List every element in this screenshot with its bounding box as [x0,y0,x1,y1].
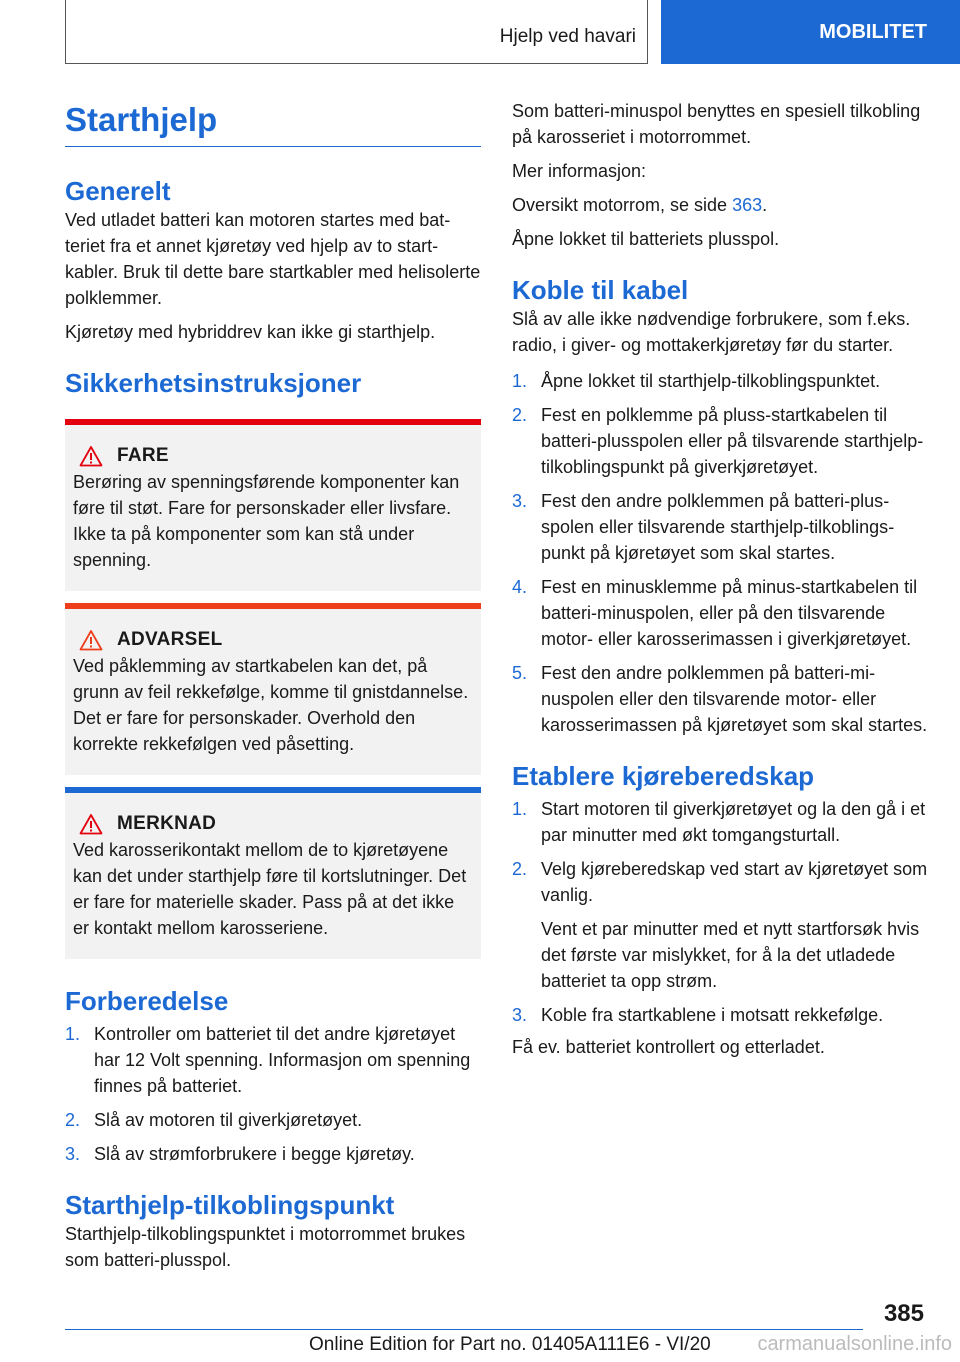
note-text: Ved karosserikontakt mellom de to kjøretøyene kan det under starthjelp føre til kortslutninger. Det er fare for materielle skader. Pass på at det ikke er kontakt mellom karosseriene. [73,840,467,938]
list-item [512,796,928,848]
danger-title: FARE [117,445,169,466]
paragraph-tilkobling: Starthjelp-tilkoblingspunktet i motorrommet brukes som batteri-plusspol. [65,1224,466,1270]
footer-edition: Online Edition for Part no. 01405A111E6 - VI/20 [309,1334,711,1355]
list-item [512,574,928,652]
step-text: Start motoren til giverkjøretøyet og la den gå i et par minutter med økt tomgangsturtall. [541,799,926,845]
heading-safety: Sikkerhetsinstruksjoner [65,368,362,398]
chapter-label: MOBILITET [819,20,927,43]
list-item [512,1002,928,1028]
page-link[interactable]: 363 [732,195,763,215]
heading-generelt: Generelt [65,176,171,206]
section-title: Hjelp ved havari [499,26,636,47]
step-text: Fest den andre polklemmen på batteri-plusspolen eller tilsvarende starthjelp-tilkoblingspunkt på kjøretøyet som skal startes. [541,491,895,563]
forberedelse-list [65,1021,481,1167]
step-number: 3. [512,1005,528,1025]
left-column [65,100,481,1273]
step-text-group [541,856,928,994]
list-item [65,1107,481,1133]
step-number: 1. [512,799,528,819]
step-text: Slå av strømforbrukere i begge kjøretøy. [94,1144,415,1164]
heading-etablere: Etablere kjøreberedskap [512,761,815,791]
list-item [65,1141,481,1167]
step-number: 3. [65,1144,81,1164]
step-number: 2. [512,859,528,879]
watermark: carmanualsonline.info [757,1333,952,1355]
step-subtext: Vent et par minutter med et nytt startforsøk hvis det første var mislykket, for å la det utladede batteriet ta opp strøm. [541,919,920,991]
paragraph-open-lid: Åpne lokket til batteriets plusspol. [512,229,780,249]
note-title: MERKNAD [117,813,217,834]
step-text: Slå av motoren til giverkjøretøyet. [94,1110,363,1130]
list-item [512,488,928,566]
warning-text: Ved påklemming av startkabelen kan det, på grunn av feil rekkefølge, komme til gnistdannelse. Det er fare for personskader. Overhold den korrekte rekkefølgen ved påsetting. [73,656,469,754]
overview-text: Oversikt motorrom, se side [512,195,733,215]
note-box [65,787,481,959]
kabel-list [512,368,928,738]
page-number: 385 [883,1300,924,1327]
step-text: Fest den andre polklemmen på batteri-minuspolen eller den tilsvarende motor- eller karosserimassen på kjøretøyet som skal startes. [541,663,928,735]
chapter-tab[interactable] [661,0,960,64]
step-number: 1. [512,371,528,391]
etablere-list [512,796,928,1028]
step-number: 3. [512,491,528,511]
footer-divider [65,1329,863,1330]
list-item [65,1021,481,1099]
paragraph-generelt: Ved utladet batteri kan motoren startes med batteriet fra et annet kjøretøy ved hjelp av to startkabler. Bruk til dette bare startkabler med helisolerte polklemmer. [65,210,481,308]
list-item [512,660,928,738]
step-text: Kontroller om batteriet til det andre kjøretøyet har 12 Volt spenning. Informasjon om spenning finnes på batteriet. [94,1024,471,1096]
step-number: 1. [65,1024,81,1044]
list-item [512,402,928,480]
warning-triangle-icon [79,813,103,835]
warning-box [65,603,481,775]
danger-text: Berøring av spenningsførende komponenter kan føre til støt. Fare for personskader eller livsfare. Ikke ta på komponenter som kan stå under spenning. [73,472,460,570]
heading-kabel: Koble til kabel [512,275,689,305]
paragraph-more-info: Mer informasjon: [512,161,647,181]
paragraph-minuspol: Som batteri-minuspol benyttes en spesiell tilkobling på karosseriet i motorrommet. [512,101,921,147]
step-text: Koble fra startkablene i motsatt rekkefølge. [541,1005,884,1025]
right-column [512,98,928,1060]
warning-title: ADVARSEL [117,629,223,650]
step-text: Velg kjøreberedskap ved start av kjøretøyet som vanlig. [541,859,928,905]
paragraph-kabel-intro: Slå av alle ikke nødvendige forbrukere, som f.eks. radio, i giver- og mottakerkjøretøy før du starter. [512,309,911,355]
page-title: Starthjelp [65,100,481,147]
warning-triangle-icon [79,445,103,467]
list-item [512,368,928,394]
step-text: Fest en minusklemme på minus-startkabelen til batteri-minuspolen, eller på den tilsvarende motor- eller karosserimassen i giverkjøretøyet. [541,577,918,649]
step-number: 2. [512,405,528,425]
warning-triangle-icon [79,629,103,651]
step-number: 5. [512,663,528,683]
step-text: Fest en polklemme på pluss-startkabelen til batteri-plusspolen eller på tilsvarende starthjelp-tilkoblingspunkt på giverkjøretøyet. [541,405,924,477]
step-number: 2. [65,1110,81,1130]
step-number: 4. [512,577,528,597]
list-item [512,856,928,994]
heading-forberedelse: Forberedelse [65,986,229,1016]
step-text: Åpne lokket til starthjelp-tilkoblingspunktet. [541,371,881,391]
heading-tilkobling: Starthjelp-tilkoblingspunkt [65,1190,395,1220]
danger-box [65,419,481,591]
overview-end: . [762,195,768,215]
paragraph-hybrid: Kjøretøy med hybriddrev kan ikke gi starthjelp. [65,322,436,342]
paragraph-overview [512,192,928,218]
paragraph-closing: Få ev. batteriet kontrollert og etterladet. [512,1037,825,1057]
